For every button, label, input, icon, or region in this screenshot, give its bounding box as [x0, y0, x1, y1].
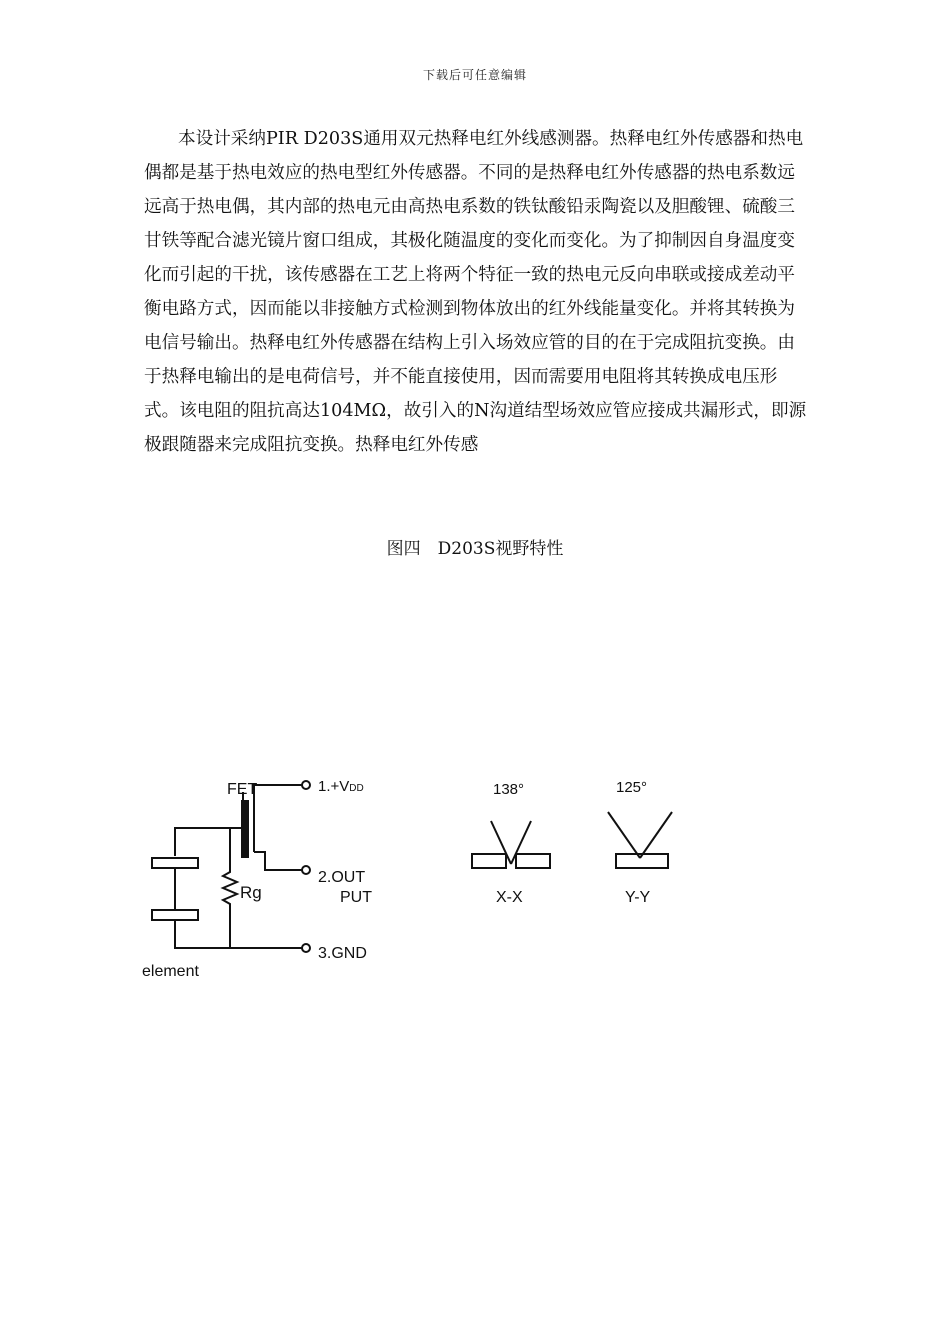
pin1-label-main: 1.+V	[318, 778, 350, 795]
view-yy-svg	[600, 760, 720, 990]
source-wire	[254, 852, 302, 870]
xx-element-left	[472, 854, 506, 868]
pin1-label	[318, 778, 364, 795]
figure-d203s	[130, 760, 651, 990]
pin1-terminal	[302, 781, 310, 789]
page-header: 下载后可任意编辑	[422, 68, 527, 82]
resistor-label: Rg	[240, 883, 262, 902]
circuit-diagram	[152, 781, 310, 952]
xx-element-right	[516, 854, 550, 868]
figure-svg	[130, 760, 570, 990]
resistor-rg	[223, 828, 237, 948]
pin1-label-subscript: DD	[349, 783, 364, 794]
pin2-label-line1: 2.OUT	[318, 869, 366, 886]
main-paragraph: 本设计采纳PIR D203S通用双元热释电红外线感测器。热释电红外传感器和热电偶都是基于热电效应的热电型红外传感器。不同的是热释电红外传感器的热电系数远远高于热电偶，其内部的热电元由高热电系数的铁钛酸铅汞陶瓷以及胆酸锂、硫酸三甘铁等配合滤光镜片窗口组成，其极化随温度的变化而变化。为了抑制因自身温度变化而引起的干扰，该传感器在工艺上将两个特征一致的热电元反向串联或接成差动平衡电路方式，因而能以非接触方式检测到物体放出的红外线能量变化。并将其转换为电信号输出。热释电红外传感器在结构上引入场效应管的目的在于完成阻抗变换。由于热释电输出的是电荷信号，并不能直接使用，因而需要用电阻将其转换成电压形式。该电阻的阻抗高达104MΩ，故引入的N沟道结型场效应管应接成共漏形式，即源极跟随器来完成阻抗变换。热释电红外传感	[144, 129, 807, 455]
view-xx	[472, 821, 550, 868]
xx-ray-left	[491, 821, 511, 864]
fet-label: FET	[227, 781, 258, 798]
xx-label: X-X	[496, 889, 523, 906]
yy-label: Y-Y	[625, 889, 651, 906]
element-plate-1	[152, 858, 198, 868]
xx-ray-right	[511, 821, 531, 864]
yy-angle: 125°	[616, 779, 648, 796]
pin3-terminal	[302, 944, 310, 952]
gate-wire	[175, 792, 243, 856]
body-text	[144, 122, 809, 462]
pin2-label-line2: PUT	[340, 889, 372, 906]
element-plate-2	[152, 910, 198, 920]
view-yy	[608, 812, 672, 868]
yy-ray-left	[608, 812, 640, 858]
figure-caption: 图四 D203S视野特性	[386, 539, 564, 559]
drain-wire	[254, 785, 302, 800]
fet-channel	[241, 800, 249, 858]
pin3-label: 3.GND	[318, 945, 367, 962]
yy-ray-right	[640, 812, 672, 858]
element-label: element	[142, 963, 199, 980]
pin2-terminal	[302, 866, 310, 874]
xx-angle: 138°	[493, 781, 525, 798]
ground-wire	[175, 920, 302, 948]
